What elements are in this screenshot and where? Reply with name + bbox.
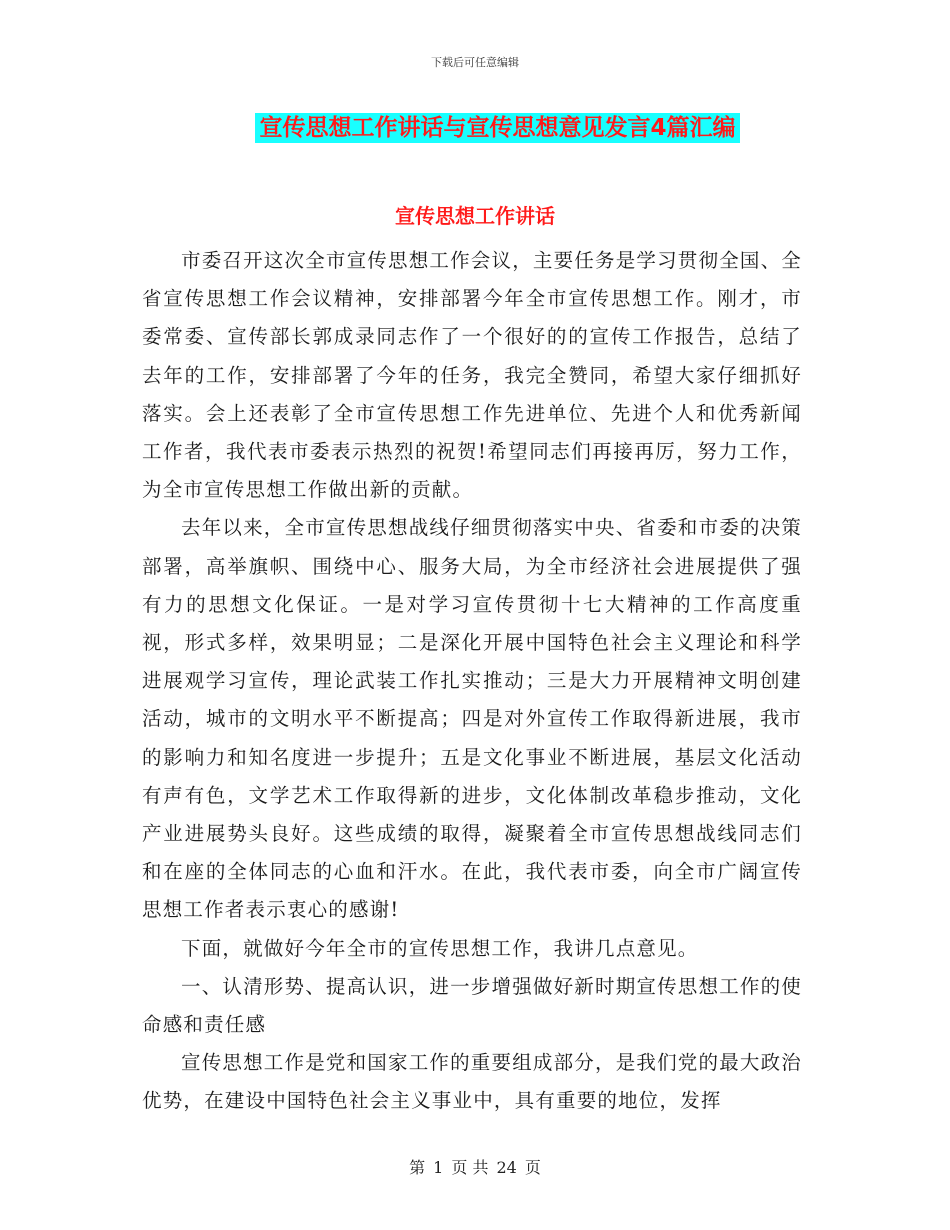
page-footer — [0, 1155, 950, 1178]
paragraph: 下面，就做好今年全市的宣传思想工作，我讲几点意见。 — [181, 936, 699, 960]
document-title: 宣传思想工作讲话与宣传思想意见发言4篇汇编 — [255, 113, 739, 143]
paragraph: 宣传思想工作是党和国家工作的重要组成部分，是我们党的最大政治优势，在建设中国特色社会主义事业中，具有重要的地位，发挥 — [142, 1051, 803, 1113]
document-body — [142, 242, 802, 1121]
page-number: 1 — [433, 1158, 444, 1177]
document-title-container — [0, 113, 950, 143]
page-suffix: 页 — [524, 1158, 541, 1177]
page-mid: 页 共 — [451, 1158, 489, 1177]
section-title: 宣传思想工作讲话 — [395, 204, 555, 228]
header-note: 下载后可任意编辑 — [431, 56, 519, 69]
page-total: 24 — [496, 1158, 517, 1177]
paragraph: 去年以来，全市宣传思想战线仔细贯彻落实中央、省委和市委的决策部署，高举旗帜、围绕中心、服务大局，为全市经济社会进展提供了强有力的思想文化保证。一是对学习宣传贯彻十七大精神的工作高度重视，形式多样，效果明显；二是深化开展中国特色社会主义理论和科学进展观学习宣传，理论武装工作扎实推动；三是大力开展精神文明创建活动，城市的文明水平不断提高；四是对外宣传工作取得新进展，我市的影响力和知名度进一步提升；五是文化事业不断进展，基层文化活动有声有色，文学艺术工作取得新的进步，文化体制改革稳步推动，文化产业进展势头良好。这些成绩的取得，凝聚着全市宣传思想战线同志们和在座的全体同志的心血和汗水。在此，我代表市委，向全市广阔宣传思想工作者表示衷心的感谢! — [142, 516, 803, 922]
paragraph: 一、认清形势、提高认识，进一步增强做好新时期宣传思想工作的使命感和责任感 — [142, 974, 803, 1037]
paragraph: 市委召开这次全市宣传思想工作会议，主要任务是学习贯彻全国、全省宣传思想工作会议精神，安排部署今年全市宣传思想工作。刚才，市委常委、宣传部长郭成录同志作了一个很好的的宣传工作报告，总结了去年的工作，安排部署了今年的任务，我完全赞同，希望大家仔细抓好落实。会上还表彰了全市宣传思想工作先进单位、先进个人和优秀新闻工作者，我代表市委表示热烈的祝贺!希望同志们再接再厉，努力工作，为全市宣传思想工作做出新的贡献。 — [142, 249, 803, 502]
page-prefix: 第 — [409, 1158, 426, 1177]
